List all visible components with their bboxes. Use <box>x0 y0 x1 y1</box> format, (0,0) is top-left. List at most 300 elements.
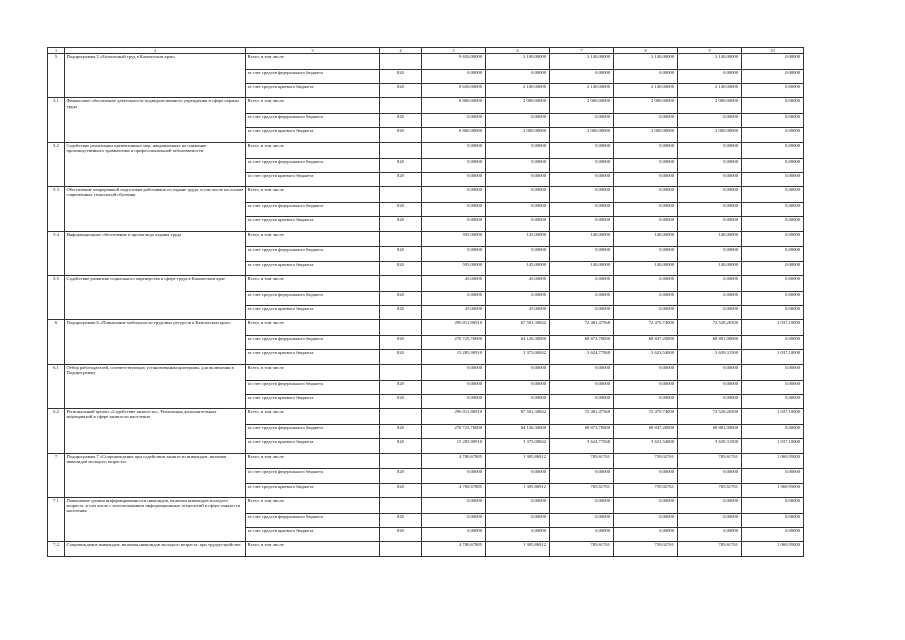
amount-cell: 0,00000 <box>422 291 486 305</box>
amount-cell: 0,00000 <box>742 394 804 408</box>
funding-source-cell: за счет средств федерального бюджета <box>246 291 380 305</box>
amount-cell: 140,00000 <box>550 231 614 247</box>
amount-cell: 1 069,95000 <box>742 453 804 469</box>
table-row <box>48 275 804 291</box>
funding-source-cell: Всего, в том числе <box>246 320 380 336</box>
budget-code-cell <box>380 453 422 469</box>
budget-code-cell: 820 <box>380 247 422 261</box>
column-number-cell: 6 <box>486 48 550 54</box>
amount-cell: 0,00000 <box>678 202 742 216</box>
amount-cell: 0,00000 <box>422 114 486 128</box>
amount-cell: 0,00000 <box>486 69 550 83</box>
amount-cell: 0,00000 <box>742 158 804 172</box>
budget-code-cell: 820 <box>380 513 422 527</box>
amount-cell: 0,00000 <box>614 187 678 203</box>
amount-cell: 0,00000 <box>678 469 742 483</box>
amount-cell: 0,00000 <box>614 217 678 231</box>
budget-code-cell <box>380 54 422 70</box>
item-name-cell: Повышение уровня информированности инвалидов, включая инвалидов молодого возраста, в том числе с использованием информационных технологий в сфере занятости населения <box>65 497 246 541</box>
amount-cell: 1 305,86912 <box>486 542 550 556</box>
amount-cell: 4 780,67885 <box>422 483 486 497</box>
amount-cell: 72 481,47568 <box>550 409 614 425</box>
amount-cell: 64 126,30000 <box>486 424 550 438</box>
amount-cell: 2 140,00000 <box>614 54 678 70</box>
amount-cell: 68 847,20000 <box>614 424 678 438</box>
amount-cell: 0,00000 <box>550 142 614 158</box>
amount-cell: 3 639,31500 <box>678 439 742 453</box>
item-number-cell: 6 <box>48 320 65 364</box>
amount-cell: 68 873,70000 <box>550 336 614 350</box>
amount-cell: 785,61761 <box>550 453 614 469</box>
table-row <box>48 187 804 203</box>
amount-cell: 0,00000 <box>614 202 678 216</box>
amount-cell: 2 140,00000 <box>550 54 614 70</box>
amount-cell: 0,00000 <box>550 364 614 380</box>
item-number-cell: 5.5 <box>48 275 65 319</box>
budget-table <box>47 47 804 557</box>
amount-cell: 0,00000 <box>422 247 486 261</box>
funding-source-cell: за счет средств краевого бюджета <box>246 217 380 231</box>
amount-cell: 0,00000 <box>550 291 614 305</box>
amount-cell: 0,00000 <box>614 306 678 320</box>
amount-cell: 2 000,00000 <box>614 98 678 114</box>
amount-cell: 0,00000 <box>742 336 804 350</box>
amount-cell: 0,00000 <box>422 528 486 542</box>
amount-cell: 0,00000 <box>678 528 742 542</box>
budget-code-cell: 820 <box>380 306 422 320</box>
amount-cell: 145,00000 <box>486 261 550 275</box>
amount-cell: 9 650,00000 <box>422 54 486 70</box>
amount-cell: 2 000,00000 <box>614 128 678 142</box>
amount-cell: 140,00000 <box>550 261 614 275</box>
item-name-cell: Сопровождение инвалидов, включая инвалидов молодого возраста, при трудоустройстве <box>65 542 246 556</box>
amount-cell: 1 069,95000 <box>742 542 804 556</box>
column-number-cell: 1 <box>48 48 65 54</box>
amount-cell: 3 639,31500 <box>678 350 742 364</box>
budget-code-cell: 820 <box>380 394 422 408</box>
amount-cell: 1 305,86912 <box>486 483 550 497</box>
funding-source-cell: за счет средств краевого бюджета <box>246 439 380 453</box>
amount-cell: 2 100,00000 <box>486 84 550 98</box>
item-number-cell: 7.1 <box>48 497 65 541</box>
amount-cell: 0,00000 <box>550 217 614 231</box>
budget-code-cell: 820 <box>380 172 422 186</box>
budget-code-cell: 820 <box>380 528 422 542</box>
funding-source-cell: за счет средств федерального бюджета <box>246 424 380 438</box>
table-row <box>48 409 804 425</box>
amount-cell: 0,00000 <box>742 98 804 114</box>
budget-code-cell: 820 <box>380 84 422 98</box>
amount-cell: 296 011,86910 <box>422 409 486 425</box>
amount-cell: 72 520,26500 <box>678 409 742 425</box>
amount-cell: 3 624,77568 <box>550 350 614 364</box>
amount-cell: 2 000,00000 <box>678 98 742 114</box>
budget-code-cell <box>380 409 422 425</box>
amount-cell: 0,00000 <box>550 69 614 83</box>
amount-cell: 0,00000 <box>486 513 550 527</box>
amount-cell: 2 100,00000 <box>486 54 550 70</box>
amount-cell: 2 140,00000 <box>678 84 742 98</box>
column-number-cell: 9 <box>678 48 742 54</box>
amount-cell: 0,00000 <box>614 469 678 483</box>
budget-code-cell: 820 <box>380 350 422 364</box>
item-name-cell: Содействие развитию социального партнерства в сфере труда в Камчатском крае <box>65 275 246 319</box>
amount-cell: 0,00000 <box>742 275 804 291</box>
budget-table-sheet <box>47 47 803 557</box>
amount-cell: 67 501,30842 <box>486 320 550 336</box>
amount-cell: 0,00000 <box>550 469 614 483</box>
amount-cell: 72 470,74000 <box>614 320 678 336</box>
item-number-cell: 5 <box>48 54 65 98</box>
amount-cell: 1 037,10000 <box>742 320 804 336</box>
amount-cell: 0,00000 <box>742 84 804 98</box>
amount-cell: 3 623,54000 <box>614 350 678 364</box>
amount-cell: 0,00000 <box>422 187 486 203</box>
amount-cell: 0,00000 <box>550 394 614 408</box>
amount-cell: 0,00000 <box>742 231 804 247</box>
amount-cell: 0,00000 <box>678 217 742 231</box>
item-number-cell: 5.1 <box>48 98 65 142</box>
amount-cell: 0,00000 <box>678 394 742 408</box>
funding-source-cell: за счет средств краевого бюджета <box>246 394 380 408</box>
budget-code-cell: 820 <box>380 158 422 172</box>
amount-cell: 595,00000 <box>422 261 486 275</box>
amount-cell: 0,00000 <box>422 394 486 408</box>
table-row <box>48 453 804 469</box>
amount-cell: 0,00000 <box>742 142 804 158</box>
amount-cell: 2 000,00000 <box>678 128 742 142</box>
table-row <box>48 320 804 336</box>
amount-cell: 0,00000 <box>742 261 804 275</box>
amount-cell: 0,00000 <box>678 114 742 128</box>
amount-cell: 0,00000 <box>486 469 550 483</box>
amount-cell: 0,00000 <box>422 497 486 513</box>
amount-cell: 785,61761 <box>678 542 742 556</box>
budget-code-cell <box>380 364 422 380</box>
amount-cell: 0,00000 <box>742 172 804 186</box>
amount-cell: 0,00000 <box>678 275 742 291</box>
amount-cell: 0,00000 <box>486 291 550 305</box>
budget-code-cell <box>380 497 422 513</box>
amount-cell: 8 860,00000 <box>422 98 486 114</box>
amount-cell: 3 623,54000 <box>614 439 678 453</box>
amount-cell: 0,00000 <box>742 497 804 513</box>
amount-cell: 0,00000 <box>742 217 804 231</box>
amount-cell: 0,00000 <box>614 380 678 394</box>
funding-source-cell: за счет средств краевого бюджета <box>246 483 380 497</box>
budget-code-cell: 820 <box>380 380 422 394</box>
amount-cell: 0,00000 <box>422 380 486 394</box>
amount-cell: 0,00000 <box>550 247 614 261</box>
column-number-cell: 3 <box>246 48 380 54</box>
amount-cell: 0,00000 <box>678 158 742 172</box>
column-number-cell: 10 <box>742 48 804 54</box>
column-number-cell: 8 <box>614 48 678 54</box>
funding-source-cell: Всего, в том числе <box>246 497 380 513</box>
budget-code-cell: 820 <box>380 217 422 231</box>
table-row <box>48 142 804 158</box>
budget-code-cell <box>380 275 422 291</box>
amount-cell: 0,00000 <box>486 217 550 231</box>
amount-cell: 0,00000 <box>550 114 614 128</box>
funding-source-cell: за счет средств федерального бюджета <box>246 336 380 350</box>
amount-cell: 72 520,26500 <box>678 320 742 336</box>
budget-code-cell: 820 <box>380 336 422 350</box>
amount-cell: 0,00000 <box>614 394 678 408</box>
item-name-cell: Обеспечение непрерывной подготовки работников по охране труда, в том числе на основе современных технологий обучения <box>65 187 246 231</box>
amount-cell: 0,00000 <box>742 54 804 70</box>
column-number-cell: 4 <box>380 48 422 54</box>
amount-cell: 1 305,86912 <box>486 453 550 469</box>
amount-cell: 595,00000 <box>422 231 486 247</box>
amount-cell: 0,00000 <box>550 158 614 172</box>
funding-source-cell: Всего, в том числе <box>246 542 380 556</box>
amount-cell: 0,00000 <box>742 69 804 83</box>
amount-cell: 0,00000 <box>614 69 678 83</box>
budget-code-cell <box>380 187 422 203</box>
funding-source-cell: за счет средств федерального бюджета <box>246 69 380 83</box>
funding-source-cell: Всего, в том числе <box>246 187 380 203</box>
funding-source-cell: за счет средств краевого бюджета <box>246 261 380 275</box>
amount-cell: 45,00000 <box>422 275 486 291</box>
amount-cell: 785,61761 <box>550 542 614 556</box>
amount-cell: 72 470,74000 <box>614 409 678 425</box>
amount-cell: 0,00000 <box>550 202 614 216</box>
funding-source-cell: за счет средств федерального бюджета <box>246 247 380 261</box>
amount-cell: 3 375,00842 <box>486 350 550 364</box>
amount-cell: 0,00000 <box>550 380 614 394</box>
amount-cell: 0,00000 <box>422 202 486 216</box>
amount-cell: 0,00000 <box>486 380 550 394</box>
amount-cell: 68 881,00000 <box>678 424 742 438</box>
amount-cell: 45,00000 <box>486 306 550 320</box>
amount-cell: 0,00000 <box>486 497 550 513</box>
item-name-cell: Информационное обеспечение и пропаганда охраны труда <box>65 231 246 275</box>
amount-cell: 67 501,30842 <box>486 409 550 425</box>
budget-code-cell: 820 <box>380 69 422 83</box>
amount-cell: 0,00000 <box>742 202 804 216</box>
amount-cell: 0,00000 <box>422 513 486 527</box>
funding-source-cell: за счет средств федерального бюджета <box>246 158 380 172</box>
item-name-cell: Содействие реализации превентивных мер, направленных на снижение производственного травматизма и профессиональной заболеваемости <box>65 142 246 186</box>
item-number-cell: 6.2 <box>48 409 65 453</box>
item-name-cell: Региональный проект «Содействие занятости». Реализация дополнительных мероприятий в сфере занятости населения <box>65 409 246 453</box>
amount-cell: 0,00000 <box>678 513 742 527</box>
amount-cell: 3 624,77568 <box>550 439 614 453</box>
amount-cell: 785,61761 <box>678 453 742 469</box>
table-row <box>48 231 804 247</box>
item-number-cell: 6.1 <box>48 364 65 408</box>
amount-cell: 0,00000 <box>614 172 678 186</box>
amount-cell: 0,00000 <box>614 247 678 261</box>
amount-cell: 4 780,67885 <box>422 453 486 469</box>
budget-code-cell <box>380 142 422 158</box>
funding-source-cell: Всего, в том числе <box>246 142 380 158</box>
funding-source-cell: за счет средств федерального бюджета <box>246 469 380 483</box>
amount-cell: 0,00000 <box>742 424 804 438</box>
amount-cell: 0,00000 <box>742 528 804 542</box>
funding-source-cell: Всего, в том числе <box>246 98 380 114</box>
amount-cell: 785,61761 <box>678 483 742 497</box>
funding-source-cell: Всего, в том числе <box>246 453 380 469</box>
amount-cell: 270 725,76000 <box>422 336 486 350</box>
item-name-cell: Финансовое обеспечение деятельности подведомственного учреждения в сфере охраны труда <box>65 98 246 142</box>
amount-cell: 0,00000 <box>742 364 804 380</box>
amount-cell: 140,00000 <box>678 231 742 247</box>
amount-cell: 0,00000 <box>678 497 742 513</box>
amount-cell: 0,00000 <box>614 275 678 291</box>
amount-cell: 0,00000 <box>742 513 804 527</box>
amount-cell: 0,00000 <box>422 364 486 380</box>
budget-code-cell: 820 <box>380 202 422 216</box>
amount-cell: 72 481,47568 <box>550 320 614 336</box>
amount-cell: 0,00000 <box>486 158 550 172</box>
funding-source-cell: за счет средств федерального бюджета <box>246 513 380 527</box>
amount-cell: 0,00000 <box>550 306 614 320</box>
amount-cell: 0,00000 <box>550 528 614 542</box>
amount-cell: 0,00000 <box>742 114 804 128</box>
amount-cell: 1 037,10000 <box>742 439 804 453</box>
amount-cell: 0,00000 <box>486 394 550 408</box>
funding-source-cell: за счет средств федерального бюджета <box>246 114 380 128</box>
item-number-cell: 5.4 <box>48 231 65 275</box>
budget-code-cell <box>380 542 422 556</box>
amount-cell: 2 000,00000 <box>486 128 550 142</box>
amount-cell: 45,00000 <box>486 275 550 291</box>
amount-cell: 0,00000 <box>550 275 614 291</box>
funding-source-cell: за счет средств краевого бюджета <box>246 128 380 142</box>
amount-cell: 0,00000 <box>678 306 742 320</box>
amount-cell: 2 060,00000 <box>550 128 614 142</box>
column-number-cell: 7 <box>550 48 614 54</box>
funding-source-cell: за счет средств краевого бюджета <box>246 306 380 320</box>
amount-cell: 68 847,20000 <box>614 336 678 350</box>
budget-code-cell: 820 <box>380 291 422 305</box>
item-number-cell: 7.2 <box>48 542 65 556</box>
amount-cell: 759,02761 <box>614 453 678 469</box>
amount-cell: 0,00000 <box>742 128 804 142</box>
table-row <box>48 98 804 114</box>
funding-source-cell: Всего, в том числе <box>246 364 380 380</box>
amount-cell: 1 037,10000 <box>742 350 804 364</box>
amount-cell: 0,00000 <box>550 513 614 527</box>
amount-cell: 0,00000 <box>422 158 486 172</box>
amount-cell: 2 000,00000 <box>486 98 550 114</box>
amount-cell: 0,00000 <box>422 69 486 83</box>
amount-cell: 8 860,00000 <box>422 128 486 142</box>
amount-cell: 0,00000 <box>678 380 742 394</box>
amount-cell: 0,00000 <box>486 142 550 158</box>
amount-cell: 140,00000 <box>614 231 678 247</box>
amount-cell: 785,61761 <box>550 483 614 497</box>
amount-cell: 2 140,00000 <box>678 54 742 70</box>
funding-source-cell: Всего, в том числе <box>246 409 380 425</box>
column-number-cell: 5 <box>422 48 486 54</box>
item-name-cell: Подпрограмма 5 «Безопасный труд в Камчатском крае» <box>65 54 246 98</box>
amount-cell: 0,00000 <box>422 172 486 186</box>
amount-cell: 68 873,70000 <box>550 424 614 438</box>
amount-cell: 759,02761 <box>614 483 678 497</box>
amount-cell: 15 285,90910 <box>422 350 486 364</box>
amount-cell: 0,00000 <box>742 380 804 394</box>
amount-cell: 0,00000 <box>678 364 742 380</box>
amount-cell: 3 375,00842 <box>486 439 550 453</box>
table-row <box>48 497 804 513</box>
funding-source-cell: за счет средств федерального бюджета <box>246 202 380 216</box>
amount-cell: 0,00000 <box>742 291 804 305</box>
amount-cell: 296 011,86910 <box>422 320 486 336</box>
amount-cell: 0,00000 <box>742 469 804 483</box>
funding-source-cell: Всего, в том числе <box>246 231 380 247</box>
amount-cell: 0,00000 <box>550 187 614 203</box>
budget-code-cell <box>380 320 422 336</box>
amount-cell: 0,00000 <box>614 158 678 172</box>
amount-cell: 45,00000 <box>422 306 486 320</box>
table-row <box>48 542 804 556</box>
budget-code-cell: 820 <box>380 261 422 275</box>
amount-cell: 0,00000 <box>614 142 678 158</box>
item-name-cell: Подпрограмма 7 «Сопровождение при содействии занятости инвалидов, включая инвалидов молодого возраста» <box>65 453 246 497</box>
amount-cell: 4 780,67885 <box>422 542 486 556</box>
amount-cell: 0,00000 <box>486 114 550 128</box>
amount-cell: 0,00000 <box>486 247 550 261</box>
funding-source-cell: Всего, в том числе <box>246 275 380 291</box>
amount-cell: 0,00000 <box>614 291 678 305</box>
amount-cell: 0,00000 <box>486 172 550 186</box>
amount-cell: 0,00000 <box>550 497 614 513</box>
amount-cell: 0,00000 <box>678 69 742 83</box>
amount-cell: 759,02761 <box>614 542 678 556</box>
item-name-cell: Отбор работодателей, соответствующих установленным критериям, для включения в Подпрограмму <box>65 364 246 408</box>
funding-source-cell: за счет средств краевого бюджета <box>246 528 380 542</box>
amount-cell: 0,00000 <box>486 202 550 216</box>
column-number-cell: 2 <box>65 48 246 54</box>
amount-cell: 1 037,10000 <box>742 409 804 425</box>
budget-code-cell: 820 <box>380 424 422 438</box>
amount-cell: 270 725,76000 <box>422 424 486 438</box>
amount-cell: 15 285,90910 <box>422 439 486 453</box>
amount-cell: 0,00000 <box>486 528 550 542</box>
amount-cell: 64 126,30000 <box>486 336 550 350</box>
amount-cell: 2 140,00000 <box>550 84 614 98</box>
budget-code-cell <box>380 98 422 114</box>
amount-cell: 0,00000 <box>550 172 614 186</box>
amount-cell: 0,00000 <box>486 364 550 380</box>
amount-cell: 0,00000 <box>422 142 486 158</box>
budget-code-cell <box>380 231 422 247</box>
amount-cell: 2 140,00000 <box>614 84 678 98</box>
funding-source-cell: за счет средств краевого бюджета <box>246 172 380 186</box>
amount-cell: 2 060,00000 <box>550 98 614 114</box>
amount-cell: 0,00000 <box>678 142 742 158</box>
funding-source-cell: Всего, в том числе <box>246 54 380 70</box>
amount-cell: 0,00000 <box>614 497 678 513</box>
amount-cell: 140,00000 <box>614 261 678 275</box>
amount-cell: 0,00000 <box>614 364 678 380</box>
item-number-cell: 5.3 <box>48 187 65 231</box>
amount-cell: 145,00000 <box>486 231 550 247</box>
budget-code-cell: 820 <box>380 483 422 497</box>
amount-cell: 0,00000 <box>678 172 742 186</box>
budget-code-cell: 820 <box>380 469 422 483</box>
amount-cell: 0,00000 <box>422 217 486 231</box>
budget-code-cell: 820 <box>380 128 422 142</box>
amount-cell: 140,00000 <box>678 261 742 275</box>
amount-cell: 68 881,00000 <box>678 336 742 350</box>
budget-code-cell: 820 <box>380 439 422 453</box>
amount-cell: 9 650,00000 <box>422 84 486 98</box>
funding-source-cell: за счет средств краевого бюджета <box>246 84 380 98</box>
